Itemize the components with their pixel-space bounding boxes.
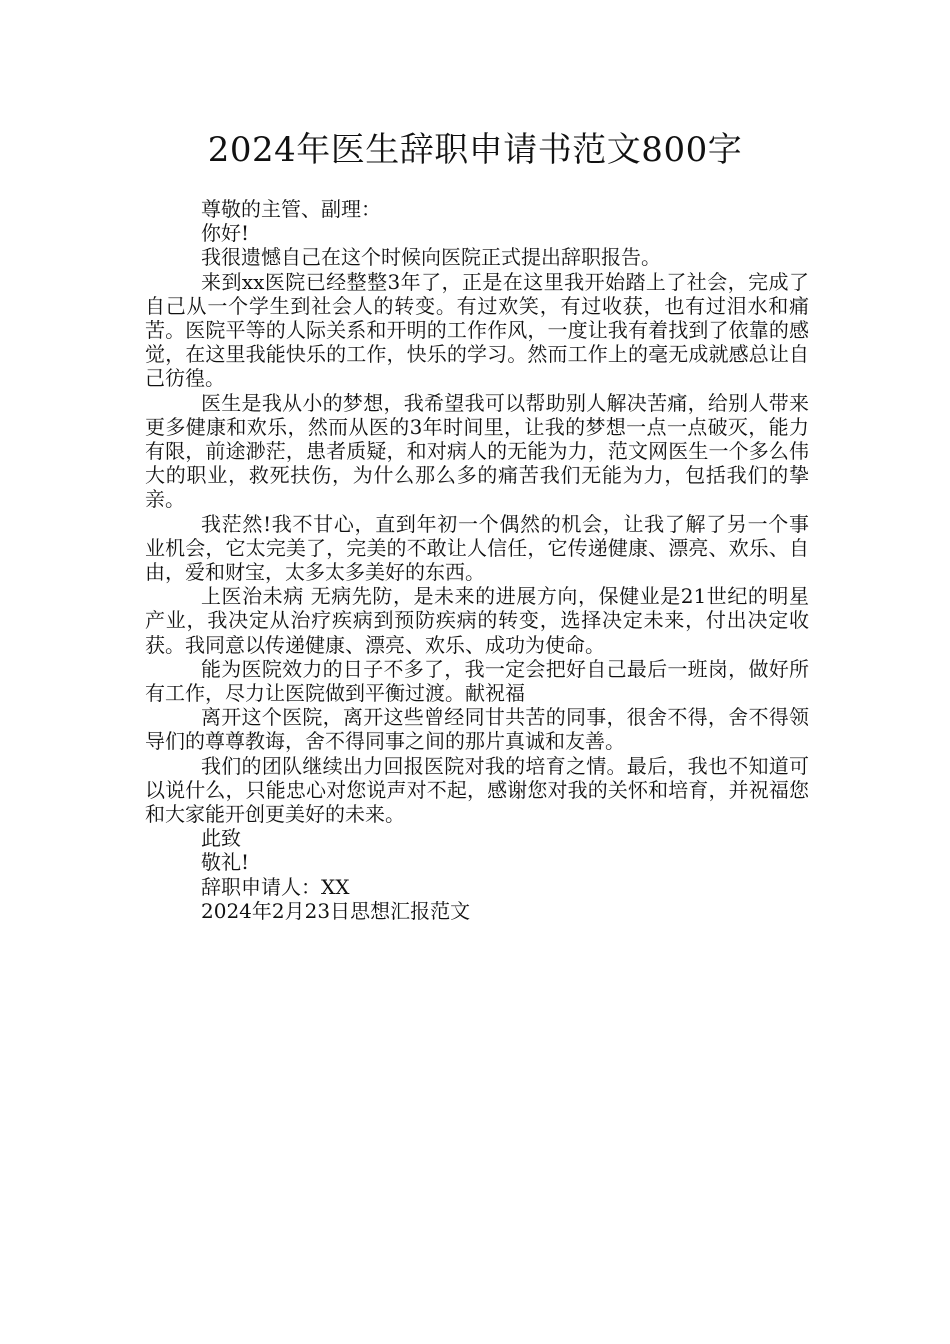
closing-phrase: 此致 [201, 826, 241, 851]
body-paragraph: 上医治未病 无病先防，是未来的进展方向，保健业是21世纪的明星产业，我决定从治疗疾病到预防疾病的转变，选择决定未来，付出决定收获。我同意以传递健康、漂亮、欢乐、成功为使命。 [145, 584, 809, 657]
body-paragraph: 能为医院效力的日子不多了，我一定会把好自己最后一班岗，做好所有工作，尽力让医院做到平衡过渡。献祝福 [145, 656, 809, 706]
body-paragraph: 我很遗憾自己在这个时候向医院正式提出辞职报告。 [201, 245, 661, 270]
body-paragraph: 来到xx医院已经整整3年了，正是在这里我开始踏上了社会，完成了自己从一个学生到社会人的转变。有过欢笑，有过收获，也有过泪水和痛苦。医院平等的人际关系和开明的工作作风，一度让我有着找到了依靠的感觉，在这里我能快乐的工作，快乐的学习。然而工作上的毫无成就感总让自己彷徨。 [145, 269, 809, 391]
body-paragraph: 我茫然!我不甘心，直到年初一个偶然的机会，让我了解了另一个事业机会，它太完美了，完美的不敢让人信任，它传递健康、漂亮、欢乐、自由，爱和财宝，太多太多美好的东西。 [145, 511, 809, 585]
body-paragraph: 我们的团队继续出力回报医院对我的培育之情。最后，我也不知道可以说什么，只能忠心对您说声对不起，感谢您对我的关怀和培育，并祝福您和大家能开创更美好的未来。 [145, 753, 809, 827]
document-title: 2024年医生辞职申请书范文800字 [207, 130, 743, 170]
closing-salute: 敬礼! [201, 850, 250, 875]
body-paragraph: 医生是我从小的梦想，我希望我可以帮助别人解决苦痛，给别人带来更多健康和欢乐，然而从医的3年时间里，让我的梦想一点一点破灭，能力有限，前途渺茫，患者质疑，和对病人的无能为力，范文网医生一个多么伟大的职业，救死扶伤，为什么那么多的痛苦我们无能为力，包括我们的挚亲。 [145, 390, 809, 512]
greeting: 你好! [201, 221, 250, 246]
date-line: 2024年2月23日思想汇报范文 [201, 898, 471, 923]
signature-line: 辞职申请人：XX [201, 874, 350, 899]
body-paragraph: 离开这个医院，离开这些曾经同甘共苦的同事，很舍不得，舍不得领导们的尊尊教诲，舍不得同事之间的那片真诚和友善。 [145, 705, 809, 754]
salutation: 尊敬的主管、副理： [201, 197, 381, 221]
document-body [145, 197, 809, 923]
